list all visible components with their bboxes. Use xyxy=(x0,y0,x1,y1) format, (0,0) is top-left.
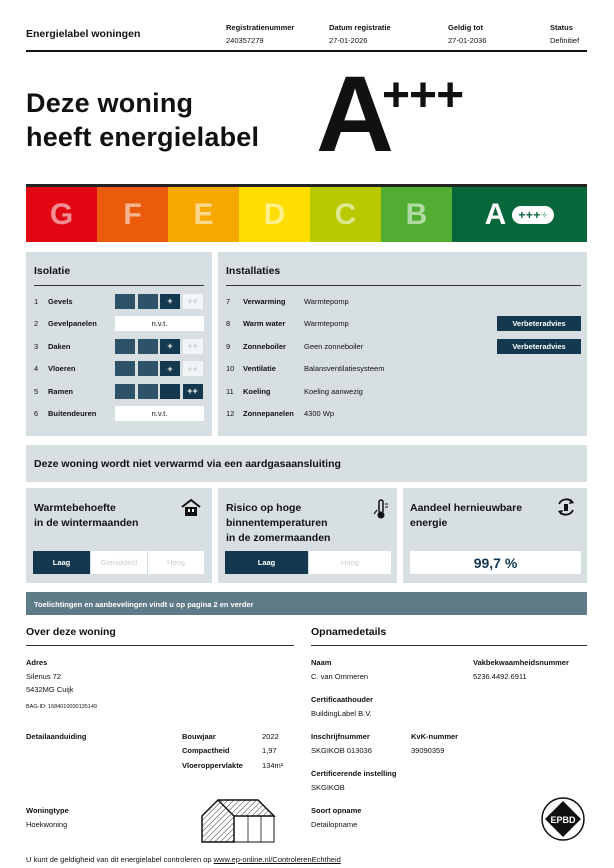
energy-label-letter: A xyxy=(316,53,392,174)
installaties-title: Installaties xyxy=(226,265,281,277)
naam-label: Naam xyxy=(311,658,332,667)
isolatie-level-3: + xyxy=(160,294,180,309)
isolatie-level-2 xyxy=(138,294,158,309)
vakbekwaamheid-value: 5236.4492.6911 xyxy=(473,672,527,681)
risico-card: Risico op hoge binnentemperaturen in de zomermaanden Laag Hoog xyxy=(218,488,397,583)
label-class-d xyxy=(239,187,310,242)
isolatie-level-2 xyxy=(138,384,158,399)
label-class-letter: F xyxy=(123,197,142,231)
isolatie-row-gevels: 1 Gevels xyxy=(34,296,73,306)
soort-opname-value: Detailopname xyxy=(311,820,358,829)
detailaanduiding-label: Detailaanduiding xyxy=(26,732,87,741)
isolatie-level-3: + xyxy=(160,339,180,354)
isolatie-row-vloeren: 4 Vloeren xyxy=(34,364,76,373)
isolatie-level-3: + xyxy=(160,361,180,376)
kvk-value: 39090359 xyxy=(411,746,445,755)
aardgas-banner: Deze woning wordt niet verwarmd via een aardgasaansluiting xyxy=(26,445,587,482)
warmte-scale-laag: Laag xyxy=(33,551,90,574)
installatie-row-zonnepanelen: 12 Zonnepanelen 4300 Wp xyxy=(226,409,335,418)
isolatie-row-buitendeuren: 6 Buitendeuren xyxy=(34,409,97,418)
adres-line1: Silenus 72 xyxy=(26,672,62,681)
isolatie-panel xyxy=(26,252,212,436)
installatie-row-warm-water: 8 Warm water Warmtepomp xyxy=(226,319,349,328)
woningtype-value: Hoekwoning xyxy=(26,820,68,829)
label-class-a xyxy=(452,187,587,242)
header-registratienummer: Registratienummer 240357279 xyxy=(226,23,295,45)
label-class-f xyxy=(97,187,168,242)
isolatie-nvt: n.v.t. xyxy=(115,406,204,421)
woningtype-label: Woningtype xyxy=(26,806,69,815)
isolatie-level-2 xyxy=(138,339,158,354)
isolatie-nvt: n.v.t. xyxy=(115,316,204,331)
over-woning-divider xyxy=(26,645,294,646)
naam-value: C. van Ommeren xyxy=(311,672,369,681)
hernieuwbare-energie-card: Aandeel hernieuwbare energie 99,7 % xyxy=(403,488,587,583)
warmte-scale xyxy=(33,551,204,574)
certificaathouder-value: BuildingLabel B.V. xyxy=(311,709,372,718)
label-class-c xyxy=(310,187,381,242)
house-icon xyxy=(180,498,202,518)
label-class-letter: D xyxy=(263,197,286,231)
label-class-e xyxy=(168,187,239,242)
certificerende-instelling-value: SKGIKOB xyxy=(311,783,345,792)
certificerende-instelling-label: Certificerende instelling xyxy=(311,769,397,778)
label-class-letter: G xyxy=(49,197,74,231)
isolatie-level-4: ++ xyxy=(183,339,203,354)
inschrijfnummer-value: SKGIKOB 013036 xyxy=(311,746,372,755)
isolatie-level-1 xyxy=(115,384,135,399)
vloeroppervlakte-value: 134m² xyxy=(262,761,284,770)
isolatie-level-1 xyxy=(115,339,135,354)
adres-line2: 5432MG Cuijk xyxy=(26,685,74,694)
adres-label: Adres xyxy=(26,658,48,667)
label-class-letter: A xyxy=(484,197,507,231)
over-woning-title: Over deze woning xyxy=(26,626,116,638)
compactheid-value: 1,97 xyxy=(262,746,277,755)
isolatie-level-2 xyxy=(138,361,158,376)
label-class-letter: E xyxy=(193,197,214,231)
isolatie-level-1 xyxy=(115,361,135,376)
hoekwoning-icon xyxy=(198,796,276,844)
isolatie-divider xyxy=(34,285,204,286)
energy-label-scale xyxy=(26,187,587,242)
isolatie-title: Isolatie xyxy=(34,265,71,277)
footer: U kunt de geldigheid van dit energielabel controleren op www.ep-online.nl/ControlerenEchtheid xyxy=(26,855,341,864)
isolatie-level-4: ++ xyxy=(183,384,203,399)
opnamedetails-title: Opnamedetails xyxy=(311,626,387,638)
certificaathouder-label: Certificaathouder xyxy=(311,695,374,704)
toelichting-strip: Toelichtingen en aanbevelingen vindt u op pagina 2 en verder xyxy=(26,592,587,615)
compactheid-label: Compactheid xyxy=(182,746,230,755)
warmte-scale-hoog: Hoog xyxy=(147,551,204,574)
svg-text:EPBD: EPBD xyxy=(550,815,576,825)
bouwjaar-label: Bouwjaar xyxy=(182,732,216,741)
verbeteradvies-button[interactable]: Verbeteradvies xyxy=(497,339,581,354)
header-geldig-tot: Geldig tot 27-01-2036 xyxy=(448,23,487,45)
label-plus-pill: ++++ xyxy=(512,206,554,224)
verbeteradvies-button[interactable]: Verbeteradvies xyxy=(497,316,581,331)
bouwjaar-value: 2022 xyxy=(262,732,279,741)
isolatie-row-ramen: 5 Ramen xyxy=(34,386,74,396)
header-status: Status Definitief xyxy=(550,23,580,45)
soort-opname-label: Soort opname xyxy=(311,806,362,815)
risico-scale-hoog: Hoog xyxy=(308,551,391,574)
isolatie-row-gevelpanelen: 2 Gevelpanelen xyxy=(34,319,97,328)
bag-id: BAG-ID: 1684010000135149 xyxy=(26,704,97,710)
installatie-row-zonneboiler: 9 Zonneboiler Geen zonneboiler xyxy=(226,341,364,351)
epbd-logo xyxy=(540,796,586,842)
risico-scale-laag: Laag xyxy=(225,551,308,574)
label-class-b xyxy=(381,187,452,242)
risico-scale xyxy=(225,551,391,574)
installatie-row-verwarming: 7 Verwarming Warmtepomp xyxy=(226,296,349,306)
installaties-divider xyxy=(226,285,581,286)
vloeroppervlakte-label: Vloeroppervlakte xyxy=(182,761,243,770)
header-datum-registratie: Datum registratie 27-01-2026 xyxy=(329,23,391,45)
isolatie-level-4: ++ xyxy=(183,294,203,309)
isolatie-row-daken: 3 Daken xyxy=(34,341,71,351)
warmte-scale-gemiddeld: Gemiddeld xyxy=(90,551,147,574)
installatie-row-ventilatie: 10 Ventilatie Balansventilatiesysteem xyxy=(226,364,385,373)
installatie-row-koeling: 11 Koeling Koeling aanwezig xyxy=(226,386,363,396)
kvk-label: KvK-nummer xyxy=(411,732,459,741)
headline: Deze woning heeft energielabel xyxy=(26,88,260,152)
label-class-letter: B xyxy=(405,197,428,231)
warmtebehoefte-card: Warmtebehoefte in de wintermaanden Laag Gemiddeld Hoog xyxy=(26,488,212,583)
isolatie-level-4: ++ xyxy=(183,361,203,376)
recycle-icon xyxy=(555,496,577,518)
isolatie-level-1 xyxy=(115,294,135,309)
thermometer-icon xyxy=(372,498,390,520)
inschrijfnummer-label: Inschrijfnummer xyxy=(311,732,370,741)
hernieuwbare-energie-value: 99,7 % xyxy=(410,551,581,574)
label-class-g xyxy=(26,187,97,242)
document-title: Energielabel woningen xyxy=(26,28,141,40)
energy-label-plus: +++ xyxy=(382,69,464,122)
isolatie-level-3 xyxy=(160,384,180,399)
ep-online-link[interactable]: www.ep-online.nl/ControlerenEchtheid xyxy=(213,855,341,864)
opnamedetails-divider xyxy=(311,645,587,646)
header-divider xyxy=(26,50,587,52)
vakbekwaamheid-label: Vakbekwaamheidsnummer xyxy=(473,658,569,667)
label-class-letter: C xyxy=(334,197,357,231)
installaties-panel xyxy=(218,252,587,436)
